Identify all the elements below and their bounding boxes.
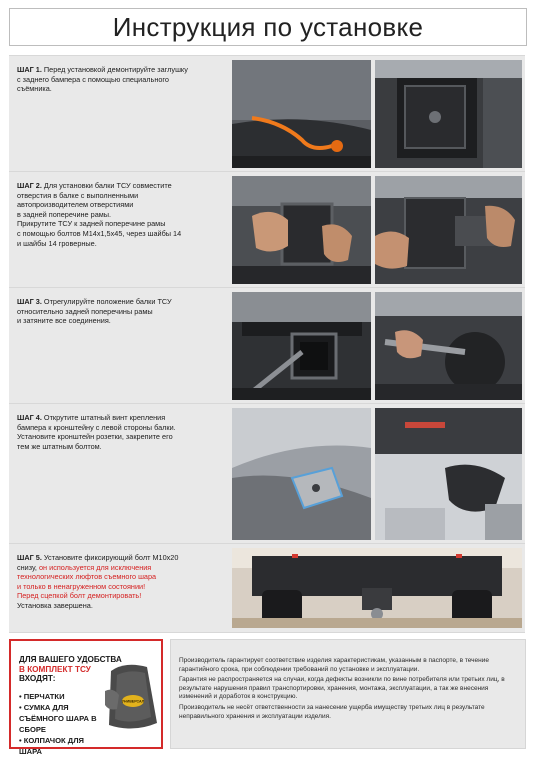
kit-heading-line2: В КОМПЛЕКТ ТСУ [19, 664, 91, 674]
step-2-photo-hitch-alignment [232, 176, 371, 284]
kit-heading-line3: ВХОДЯТ: [19, 674, 56, 684]
kit-item-cap: • КОЛПАЧОК ДЛЯ ШАРА [19, 736, 84, 756]
warranty-note [170, 639, 526, 749]
step-3-text [17, 297, 229, 326]
step-3-label: ШАГ 3. [17, 297, 42, 306]
kit-bag-label: УНИВЕРСАЛ [121, 699, 145, 704]
step-2-body: Для установки балки ТСУ совместите отверстия в балке с выполненными автопроизводителем отверстиями в задней поперечине рамы. Прикрутите ТСУ к задней поперечине рамы с помощью болтов М14х1,5х45, через шайбы 14 и шайбы 14 гроверные. [17, 181, 182, 248]
kit-contents-list [19, 691, 109, 757]
kit-contents-box [9, 639, 163, 756]
step-1 [9, 55, 525, 173]
step-1-photo-frame-end [375, 60, 522, 168]
step-3-body: Отрегулируйте положение балки ТСУ относительно задней поперечины рамы и затяните все соединения. [17, 297, 172, 326]
step-1-body: Перед установкой демонтируйте заглушку с заднего бампера с помощью специального съёмника. [17, 65, 188, 94]
step-3-photo-hitch-beam [232, 292, 371, 400]
step-2-label: ШАГ 2. [17, 181, 42, 190]
step-4-photo-socket-bracket [375, 408, 522, 540]
step-4-body: Открутите штатный винт крепления бампера к кронштейну с левой стороны балки. Установите кронштейн розетки, закрепите его тем же штатным болтом. [17, 413, 176, 451]
step-5-warning: он используется для исключения технологических люфтов съемного шара и только в ненагруженном состоянии! Перед сцепкой болт демонтировать! [17, 562, 157, 601]
step-5-photo-installed-hitch [232, 548, 522, 628]
kit-heading-line1: ДЛЯ ВАШЕГО УДОБСТВА [19, 655, 122, 664]
step-4-text [17, 413, 229, 451]
step-3-photo-tightening [375, 292, 522, 400]
step-2-text [17, 181, 229, 248]
kit-bag-image [103, 661, 161, 733]
warranty-paragraph-3: Производитель не несёт ответственности за нанесение ущерба имуществу третьих лиц в результате неправильного хранения и эксплуатации изделия. [179, 703, 485, 720]
step-1-text [17, 65, 229, 94]
step-1-label: ШАГ 1. [17, 65, 42, 74]
step-2 [9, 171, 525, 289]
step-5-label: ШАГ 5. [17, 553, 42, 562]
step-4-photo-bracket [232, 408, 371, 540]
warranty-paragraph-2: Гарантия не распространяется на случаи, когда дефекты возникли по вине потребителя или третьих лиц, в результате нарушения правил транспортировки, хранения, монтажа, эксплуатации, а так же внесения изменений и доработок в конструкцию. [179, 676, 505, 701]
step-5 [9, 543, 525, 633]
step-5-finish: Установка завершена. [17, 600, 93, 610]
warranty-paragraph-1: Производитель гарантирует соответствие изделия характеристикам, указанным в паспорте, в течение гарантийного срока, при соблюдении требований по установке и эксплуатации. [179, 657, 489, 673]
kit-item-bag: • СУМКА ДЛЯ СЪЁМНОГО ШАРА В СБОРЕ [19, 703, 97, 734]
kit-item-gloves: • ПЕРЧАТКИ [19, 692, 65, 701]
step-2-photo-hitch-bolting [375, 176, 522, 284]
step-4 [9, 403, 525, 545]
step-5-body: Установите фиксирующий болт М10х20 снизу, [17, 553, 179, 572]
step-5-text [17, 553, 229, 611]
step-1-photo-bumper-plug [232, 60, 371, 168]
page-title: Инструкция по установке [9, 8, 527, 46]
step-3 [9, 287, 525, 405]
step-4-label: ШАГ 4. [17, 413, 42, 422]
